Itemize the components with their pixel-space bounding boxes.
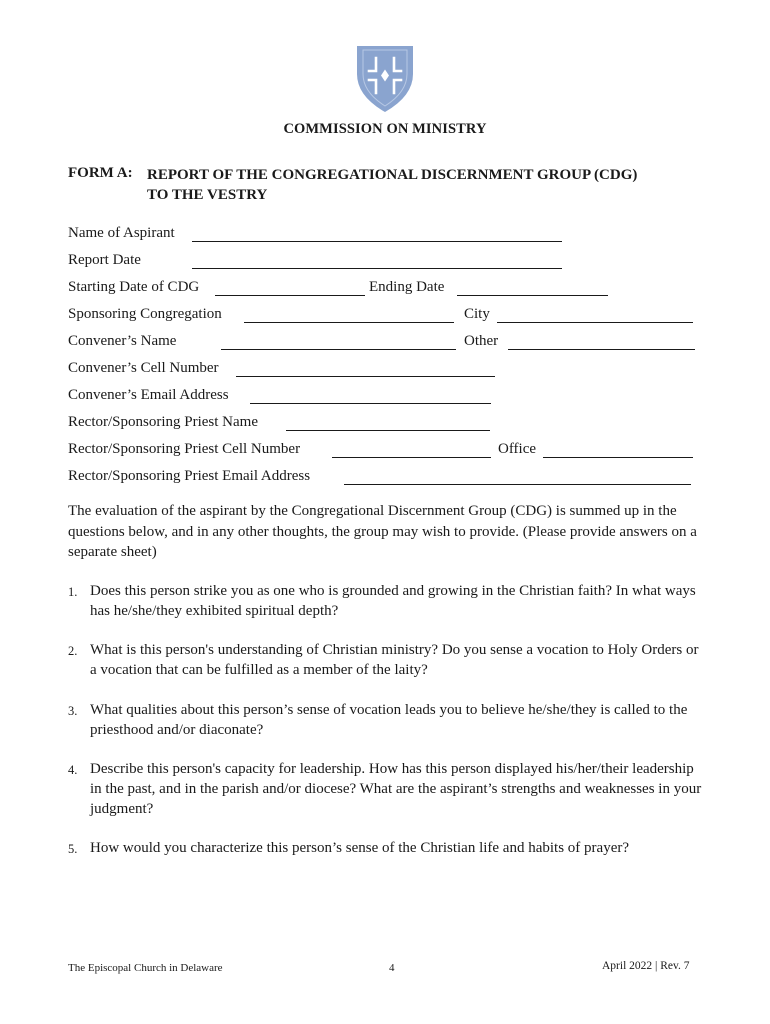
report-date-label: Report Date xyxy=(68,252,141,268)
convener-cell-label: Convener’s Cell Number xyxy=(68,360,219,376)
convener-email-label: Convener’s Email Address xyxy=(68,387,229,403)
city-line[interactable] xyxy=(497,322,693,323)
rector-email-line[interactable] xyxy=(344,484,691,485)
starting-date-label: Starting Date of CDG xyxy=(68,279,200,295)
question-number: 4. xyxy=(68,763,78,777)
office-line[interactable] xyxy=(543,457,693,458)
sponsoring-congregation-line[interactable] xyxy=(244,322,454,323)
rector-cell-label: Rector/Sponsoring Priest Cell Number xyxy=(68,441,301,457)
sponsoring-congregation-label: Sponsoring Congregation xyxy=(68,306,222,322)
convener-name-line[interactable] xyxy=(221,349,456,350)
office-label: Office xyxy=(498,441,537,457)
convener-name-label: Convener’s Name xyxy=(68,333,177,349)
rector-email-label: Rector/Sponsoring Priest Email Address xyxy=(68,468,311,484)
question-text: How would you characterize this person’s sense of the Christian life and habits of prayer? xyxy=(90,840,630,856)
rector-name-line[interactable] xyxy=(286,430,490,431)
rector-name-label: Rector/Sponsoring Priest Name xyxy=(68,414,258,430)
ending-date-line[interactable] xyxy=(457,295,608,296)
diocese-shield-icon xyxy=(353,44,417,114)
aspirant-name-label: Name of Aspirant xyxy=(68,225,175,241)
convener-email-line[interactable] xyxy=(250,403,491,404)
question-text: Does this person strike you as one who is grounded and growing in the Christian faith? In what ways has he/she/they exhibited spiritual depth? xyxy=(90,583,696,619)
question-text: Describe this person's capacity for leadership. How has this person displayed his/her/their leadership in the past, and in the parish and/or diocese? What are the aspirant’s strengths and weaknesses in your judgment? xyxy=(90,761,702,817)
commission-heading: COMMISSION ON MINISTRY xyxy=(283,121,487,137)
report-date-line[interactable] xyxy=(192,268,562,269)
question-number: 2. xyxy=(68,644,78,658)
form-label: FORM A: xyxy=(68,165,133,181)
question-number: 5. xyxy=(68,842,78,856)
convener-cell-line[interactable] xyxy=(236,376,495,377)
starting-date-line[interactable] xyxy=(215,295,365,296)
footer-revision: April 2022 | Rev. 7 xyxy=(602,960,690,972)
other-line[interactable] xyxy=(508,349,695,350)
city-label: City xyxy=(464,306,490,322)
footer-organization: The Episcopal Church in Delaware xyxy=(68,962,223,974)
form-title-line-1: REPORT OF THE CONGREGATIONAL DISCERNMENT GROUP (CDG) xyxy=(147,167,638,183)
other-label: Other xyxy=(464,333,499,349)
rector-cell-line[interactable] xyxy=(332,457,491,458)
question-text: What is this person's understanding of Christian ministry? Do you sense a vocation to Holy Orders or a vocation that can be fulfilled as a member of the laity? xyxy=(90,642,699,678)
page-number: 4 xyxy=(389,962,395,974)
form-title-line-2: TO THE VESTRY xyxy=(147,187,268,203)
question-number: 3. xyxy=(68,704,78,718)
form-title xyxy=(147,165,707,205)
intro-paragraph: The evaluation of the aspirant by the Congregational Discernment Group (CDG) is summed up in the questions below, and in any other thoughts, the group may wish to provide. (Please provide answers on a separate sheet) xyxy=(68,503,697,560)
ending-date-label: Ending Date xyxy=(369,279,445,295)
question-number: 1. xyxy=(68,585,78,599)
question-text: What qualities about this person’s sense of vocation leads you to believe he/she/they is called to the priesthood and/or diaconate? xyxy=(90,702,688,738)
aspirant-name-line[interactable] xyxy=(192,241,562,242)
